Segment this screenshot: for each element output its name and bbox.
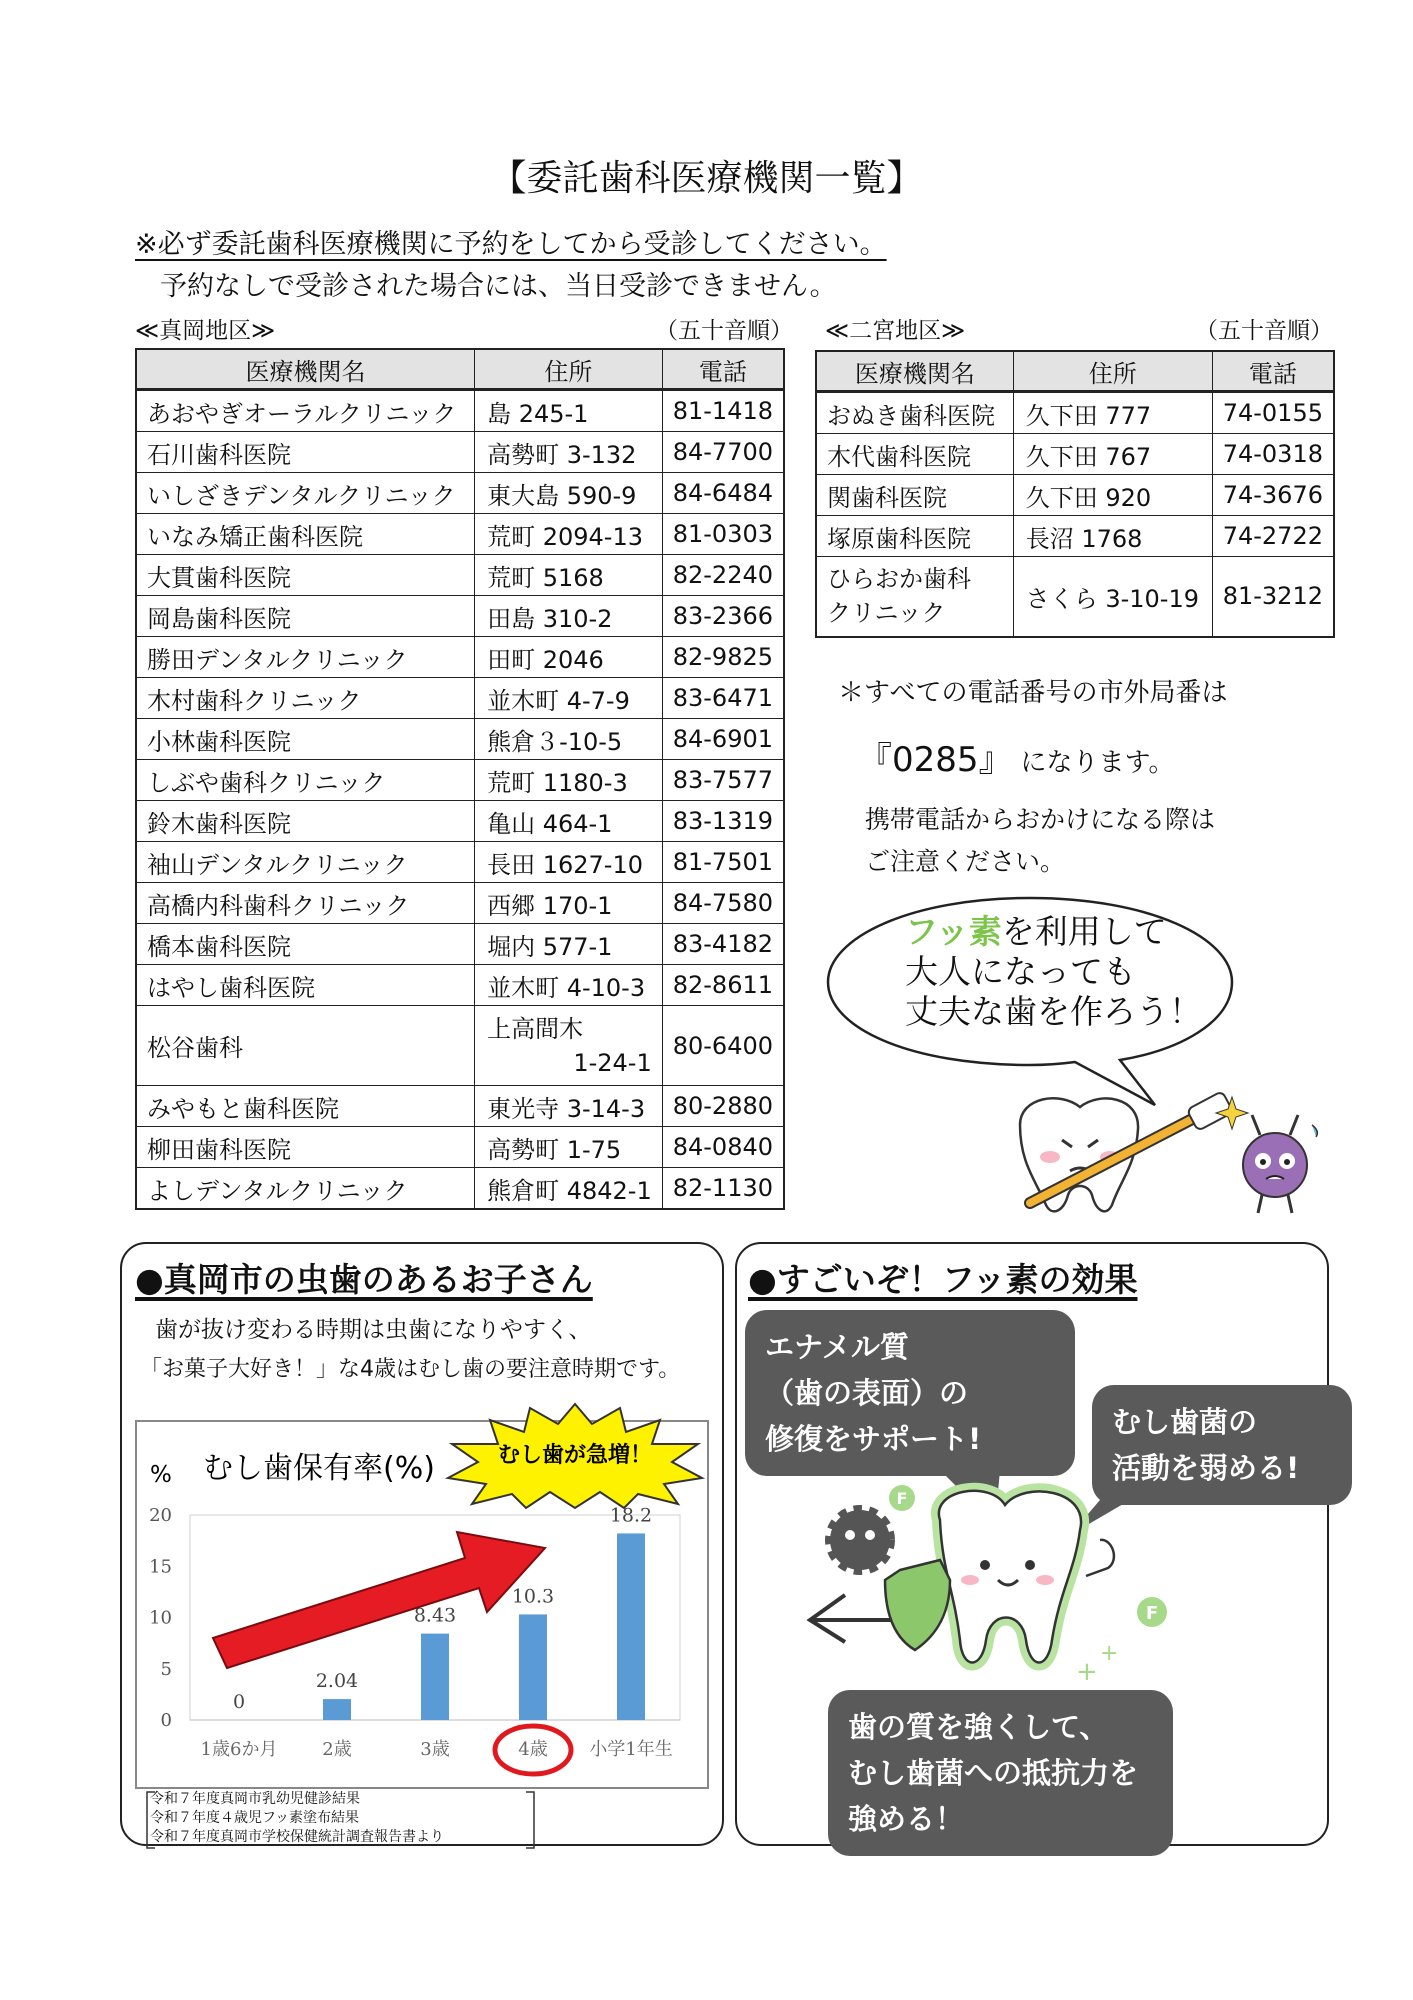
y-tick-label: 10 bbox=[149, 1607, 172, 1629]
clinic-phone: 84-7580 bbox=[662, 883, 784, 924]
clinic-phone: 83-4182 bbox=[662, 924, 784, 965]
table-row bbox=[136, 1086, 784, 1127]
bubble-line1-rest: を利用して bbox=[1001, 912, 1167, 951]
clinic-address: 長沼 1768 bbox=[1013, 516, 1212, 557]
clinic-name: みやもと歯科医院 bbox=[136, 1086, 475, 1127]
clinic-address: 並木町 4-10-3 bbox=[475, 965, 663, 1006]
callout-line: 活動を弱める! bbox=[1112, 1451, 1300, 1485]
clinic-name: 木代歯科医院 bbox=[816, 434, 1013, 475]
table-row bbox=[136, 555, 784, 596]
clinic-phone: 74-3676 bbox=[1212, 475, 1334, 516]
clinic-address: 熊倉町 4842-1 bbox=[475, 1168, 663, 1210]
clinic-phone: 81-0303 bbox=[662, 514, 784, 555]
clinic-name: 塚原歯科医院 bbox=[816, 516, 1013, 557]
clinic-address: 田島 310-2 bbox=[475, 596, 663, 637]
surge-burst bbox=[440, 1400, 710, 1510]
bar bbox=[617, 1533, 645, 1720]
clinic-phone: 82-2240 bbox=[662, 555, 784, 596]
mobile-note: 携帯電話からおかけになる際は bbox=[865, 805, 1216, 834]
panel-lead-2: 「お菓子大好き！」な4歳はむし歯の要注意時期です。 bbox=[140, 1357, 681, 1382]
bubble-line2: 大人になっても bbox=[905, 952, 1136, 991]
clinic-address: 荒町 1180-3 bbox=[475, 760, 663, 801]
clinic-address: 東光寺 3-14-3 bbox=[475, 1086, 663, 1127]
source-bracket-right bbox=[520, 1790, 540, 1852]
clinic-name-line1: ひらおか歯科 bbox=[827, 565, 971, 594]
clinic-address: 久下田 920 bbox=[1013, 475, 1212, 516]
clinic-name: 鈴木歯科医院 bbox=[136, 801, 475, 842]
clinic-name: しぶや歯科クリニック bbox=[136, 760, 475, 801]
clinic-phone: 74-2722 bbox=[1212, 516, 1334, 557]
clinic-name: 柳田歯科医院 bbox=[136, 1127, 475, 1168]
chart-ylabel: % bbox=[150, 1462, 172, 1488]
col-header-phone: 電話 bbox=[1212, 351, 1334, 392]
clinic-name: 石川歯科医院 bbox=[136, 432, 475, 473]
clinic-address: 田町 2046 bbox=[475, 637, 663, 678]
clinic-phone: 83-7577 bbox=[662, 760, 784, 801]
bubble-line1 bbox=[905, 912, 1202, 952]
table-row bbox=[136, 965, 784, 1006]
bar bbox=[421, 1634, 449, 1720]
clinic-phone: 83-1319 bbox=[662, 801, 784, 842]
table-row bbox=[816, 557, 1334, 637]
fluoride-panel-title: ●すごいぞ！フッ素の効果 bbox=[748, 1260, 1138, 1299]
x-tick-label: 4歳 bbox=[518, 1739, 548, 1760]
germ-character-icon bbox=[1243, 1115, 1317, 1213]
table-row bbox=[136, 801, 784, 842]
clinic-name bbox=[816, 557, 1013, 637]
clinic-phone: 84-0840 bbox=[662, 1127, 784, 1168]
table-row bbox=[816, 516, 1334, 557]
clinic-name: あおやぎオーラルクリニック bbox=[136, 390, 475, 432]
reservation-note: ※必ず委託歯科医療機関に予約をしてから受診してください。 bbox=[135, 229, 887, 260]
source-line: 令和７年度４歳児フッ素塗布結果 bbox=[150, 1810, 360, 1826]
fluoride-tooth-illustration bbox=[790, 1480, 1170, 1710]
clinic-name: 勝田デンタルクリニック bbox=[136, 637, 475, 678]
ninomiya-clinic-table bbox=[815, 350, 1335, 638]
table-row bbox=[136, 883, 784, 924]
caution-note: ご注意ください。 bbox=[865, 847, 1066, 876]
source-line: 令和７年度真岡市乳幼児健診結果 bbox=[150, 1791, 360, 1807]
callout-line: 歯の質を強くして、 bbox=[848, 1710, 1109, 1744]
col-header-address: 住所 bbox=[1013, 351, 1212, 392]
sparkle-icon: + bbox=[1100, 1641, 1119, 1666]
clinic-name: 松谷歯科 bbox=[136, 1006, 475, 1086]
area-code-value: 『0285』 bbox=[858, 740, 1013, 780]
clinic-address: 高勢町 1-75 bbox=[475, 1127, 663, 1168]
clinic-address: 亀山 464-1 bbox=[475, 801, 663, 842]
callout-strengthen bbox=[828, 1690, 1173, 1856]
chart-title: むし歯保有率(%) bbox=[203, 1451, 435, 1486]
clinic-phone: 84-6901 bbox=[662, 719, 784, 760]
clinic-phone: 84-6484 bbox=[662, 473, 784, 514]
table-row bbox=[136, 678, 784, 719]
bubble-line3: 丈夫な歯を作ろう！ bbox=[905, 992, 1202, 1031]
table-row bbox=[136, 596, 784, 637]
clinic-phone: 80-6400 bbox=[662, 1006, 784, 1086]
mooka-order-label: （五十音順） bbox=[655, 318, 793, 344]
clinic-address: 熊倉３-10-5 bbox=[475, 719, 663, 760]
area-code-suffix: になります。 bbox=[1020, 748, 1175, 778]
clinic-phone: 84-7700 bbox=[662, 432, 784, 473]
clinic-address-line1: 上高間木 bbox=[487, 1014, 584, 1043]
germ-icon bbox=[830, 1510, 890, 1570]
mooka-clinic-table bbox=[135, 348, 785, 1210]
clinic-address: 長田 1627-10 bbox=[475, 842, 663, 883]
clinic-name: 大貫歯科医院 bbox=[136, 555, 475, 596]
col-header-name: 医療機関名 bbox=[816, 351, 1013, 392]
tooth-brushing-illustration bbox=[1000, 1085, 1330, 1225]
area-code bbox=[858, 732, 1174, 781]
clinic-phone: 82-9825 bbox=[662, 637, 784, 678]
x-tick-label: 3歳 bbox=[420, 1739, 450, 1760]
col-header-name: 医療機関名 bbox=[136, 349, 475, 390]
y-tick-label: 20 bbox=[149, 1505, 172, 1526]
clinic-address: 高勢町 3-132 bbox=[475, 432, 663, 473]
table-row bbox=[816, 475, 1334, 516]
callout-line: （歯の表面）の bbox=[765, 1376, 969, 1410]
clinic-address: 堀内 577-1 bbox=[475, 924, 663, 965]
table-row bbox=[136, 1168, 784, 1210]
clinic-name: はやし歯科医院 bbox=[136, 965, 475, 1006]
clinic-phone: 82-8611 bbox=[662, 965, 784, 1006]
clinic-phone: 80-2880 bbox=[662, 1086, 784, 1127]
clinic-name: よしデンタルクリニック bbox=[136, 1168, 475, 1210]
table-header bbox=[816, 351, 1334, 392]
clinic-name: 小林歯科医院 bbox=[136, 719, 475, 760]
table-row bbox=[136, 432, 784, 473]
ninomiya-order-label: （五十音順） bbox=[1195, 318, 1333, 344]
x-tick-label: 2歳 bbox=[322, 1739, 352, 1760]
callout-line: 強める！ bbox=[848, 1802, 965, 1836]
table-row bbox=[136, 473, 784, 514]
clinic-address: 荒町 5168 bbox=[475, 555, 663, 596]
callout-line: むし歯菌の bbox=[1112, 1405, 1258, 1439]
burst-text: むし歯が急増！ bbox=[497, 1443, 653, 1468]
table-row bbox=[136, 842, 784, 883]
data-label: 18.2 bbox=[609, 1504, 653, 1527]
clinic-phone: 74-0318 bbox=[1212, 434, 1334, 475]
table-row bbox=[136, 1127, 784, 1168]
clinic-name: 袖山デンタルクリニック bbox=[136, 842, 475, 883]
callout-line: むし歯菌への抵抗力を bbox=[848, 1756, 1139, 1790]
clinic-phone: 81-3212 bbox=[1212, 557, 1334, 637]
clinic-phone: 74-0155 bbox=[1212, 392, 1334, 434]
x-tick-label: 1歳6か月 bbox=[200, 1739, 278, 1760]
clinic-phone: 82-1130 bbox=[662, 1168, 784, 1210]
table-row bbox=[136, 760, 784, 801]
clinic-address: 東大島 590-9 bbox=[475, 473, 663, 514]
data-label: 2.04 bbox=[315, 1670, 359, 1693]
clinic-name-line2: クリニック bbox=[827, 599, 946, 628]
panel-lead-1: 歯が抜け変わる時期は虫歯になりやすく、 bbox=[155, 1317, 592, 1343]
data-label: 0 bbox=[232, 1691, 246, 1713]
table-row bbox=[136, 719, 784, 760]
clinic-address: 久下田 767 bbox=[1013, 434, 1212, 475]
table-row bbox=[136, 390, 784, 432]
svg-text:F: F bbox=[1145, 1603, 1159, 1624]
page-title: 【委託歯科医療機関一覧】 bbox=[490, 158, 923, 199]
clinic-address: 島 245-1 bbox=[475, 390, 663, 432]
data-label: 10.3 bbox=[511, 1585, 555, 1608]
table-row bbox=[136, 514, 784, 555]
bubble-text bbox=[905, 912, 1202, 1032]
col-header-address: 住所 bbox=[475, 349, 663, 390]
clinic-name: 木村歯科クリニック bbox=[136, 678, 475, 719]
clinic-address-line2: 1-24-1 bbox=[573, 1048, 652, 1077]
source-line: 令和７年度真岡市学校保健統計調査報告書より bbox=[150, 1829, 444, 1845]
no-reservation-note: 予約なしで受診された場合には、当日受診できません。 bbox=[160, 271, 837, 302]
table-row bbox=[816, 392, 1334, 434]
clinic-address: 並木町 4-7-9 bbox=[475, 678, 663, 719]
shield-icon bbox=[885, 1560, 950, 1650]
clinic-name: 岡島歯科医院 bbox=[136, 596, 475, 637]
clinic-address: 久下田 777 bbox=[1013, 392, 1212, 434]
y-tick-label: 5 bbox=[160, 1658, 172, 1680]
clinic-name: おぬき歯科医院 bbox=[816, 392, 1013, 434]
callout-enamel bbox=[745, 1310, 1075, 1476]
sparkle-icon: + bbox=[1076, 1657, 1098, 1687]
area-code-note: ＊すべての電話番号の市外局番は bbox=[838, 678, 1228, 708]
mooka-area-label: ≪真岡地区≫ bbox=[135, 318, 276, 344]
y-tick-label: 15 bbox=[149, 1556, 172, 1578]
svg-text:F: F bbox=[896, 1489, 908, 1508]
cavity-panel-title: ●真岡市の虫歯のあるお子さん bbox=[135, 1260, 593, 1299]
clinic-address: さくら 3-10-19 bbox=[1013, 557, 1212, 637]
callout-line: エナメル質 bbox=[765, 1330, 909, 1364]
source-bracket bbox=[145, 1790, 545, 1852]
data-label: 8.43 bbox=[413, 1604, 457, 1627]
bar bbox=[519, 1614, 547, 1720]
fluoride-highlight: フッ素 bbox=[905, 912, 1002, 951]
clinic-name: 関歯科医院 bbox=[816, 475, 1013, 516]
table-header bbox=[136, 349, 784, 390]
clinic-address: 荒町 2094-13 bbox=[475, 514, 663, 555]
clinic-phone: 81-1418 bbox=[662, 390, 784, 432]
table-row bbox=[136, 924, 784, 965]
x-tick-label: 小学1年生 bbox=[589, 1739, 673, 1760]
clinic-phone: 83-2366 bbox=[662, 596, 784, 637]
clinic-address bbox=[475, 1006, 663, 1086]
callout-line: 修復をサポート! bbox=[765, 1422, 982, 1456]
bar bbox=[323, 1699, 351, 1720]
trend-arrow-icon bbox=[213, 1532, 545, 1668]
ninomiya-area-label: ≪二宮地区≫ bbox=[825, 318, 966, 344]
table-row bbox=[136, 1006, 784, 1086]
y-tick-label: 0 bbox=[160, 1710, 172, 1731]
clinic-name: いなみ矯正歯科医院 bbox=[136, 514, 475, 555]
clinic-phone: 81-7501 bbox=[662, 842, 784, 883]
clinic-name: 橋本歯科医院 bbox=[136, 924, 475, 965]
table-row bbox=[136, 637, 784, 678]
clinic-address: 西郷 170-1 bbox=[475, 883, 663, 924]
table-row bbox=[816, 434, 1334, 475]
clinic-name: 高橋内科歯科クリニック bbox=[136, 883, 475, 924]
col-header-phone: 電話 bbox=[662, 349, 784, 390]
clinic-name: いしざきデンタルクリニック bbox=[136, 473, 475, 514]
clinic-phone: 83-6471 bbox=[662, 678, 784, 719]
